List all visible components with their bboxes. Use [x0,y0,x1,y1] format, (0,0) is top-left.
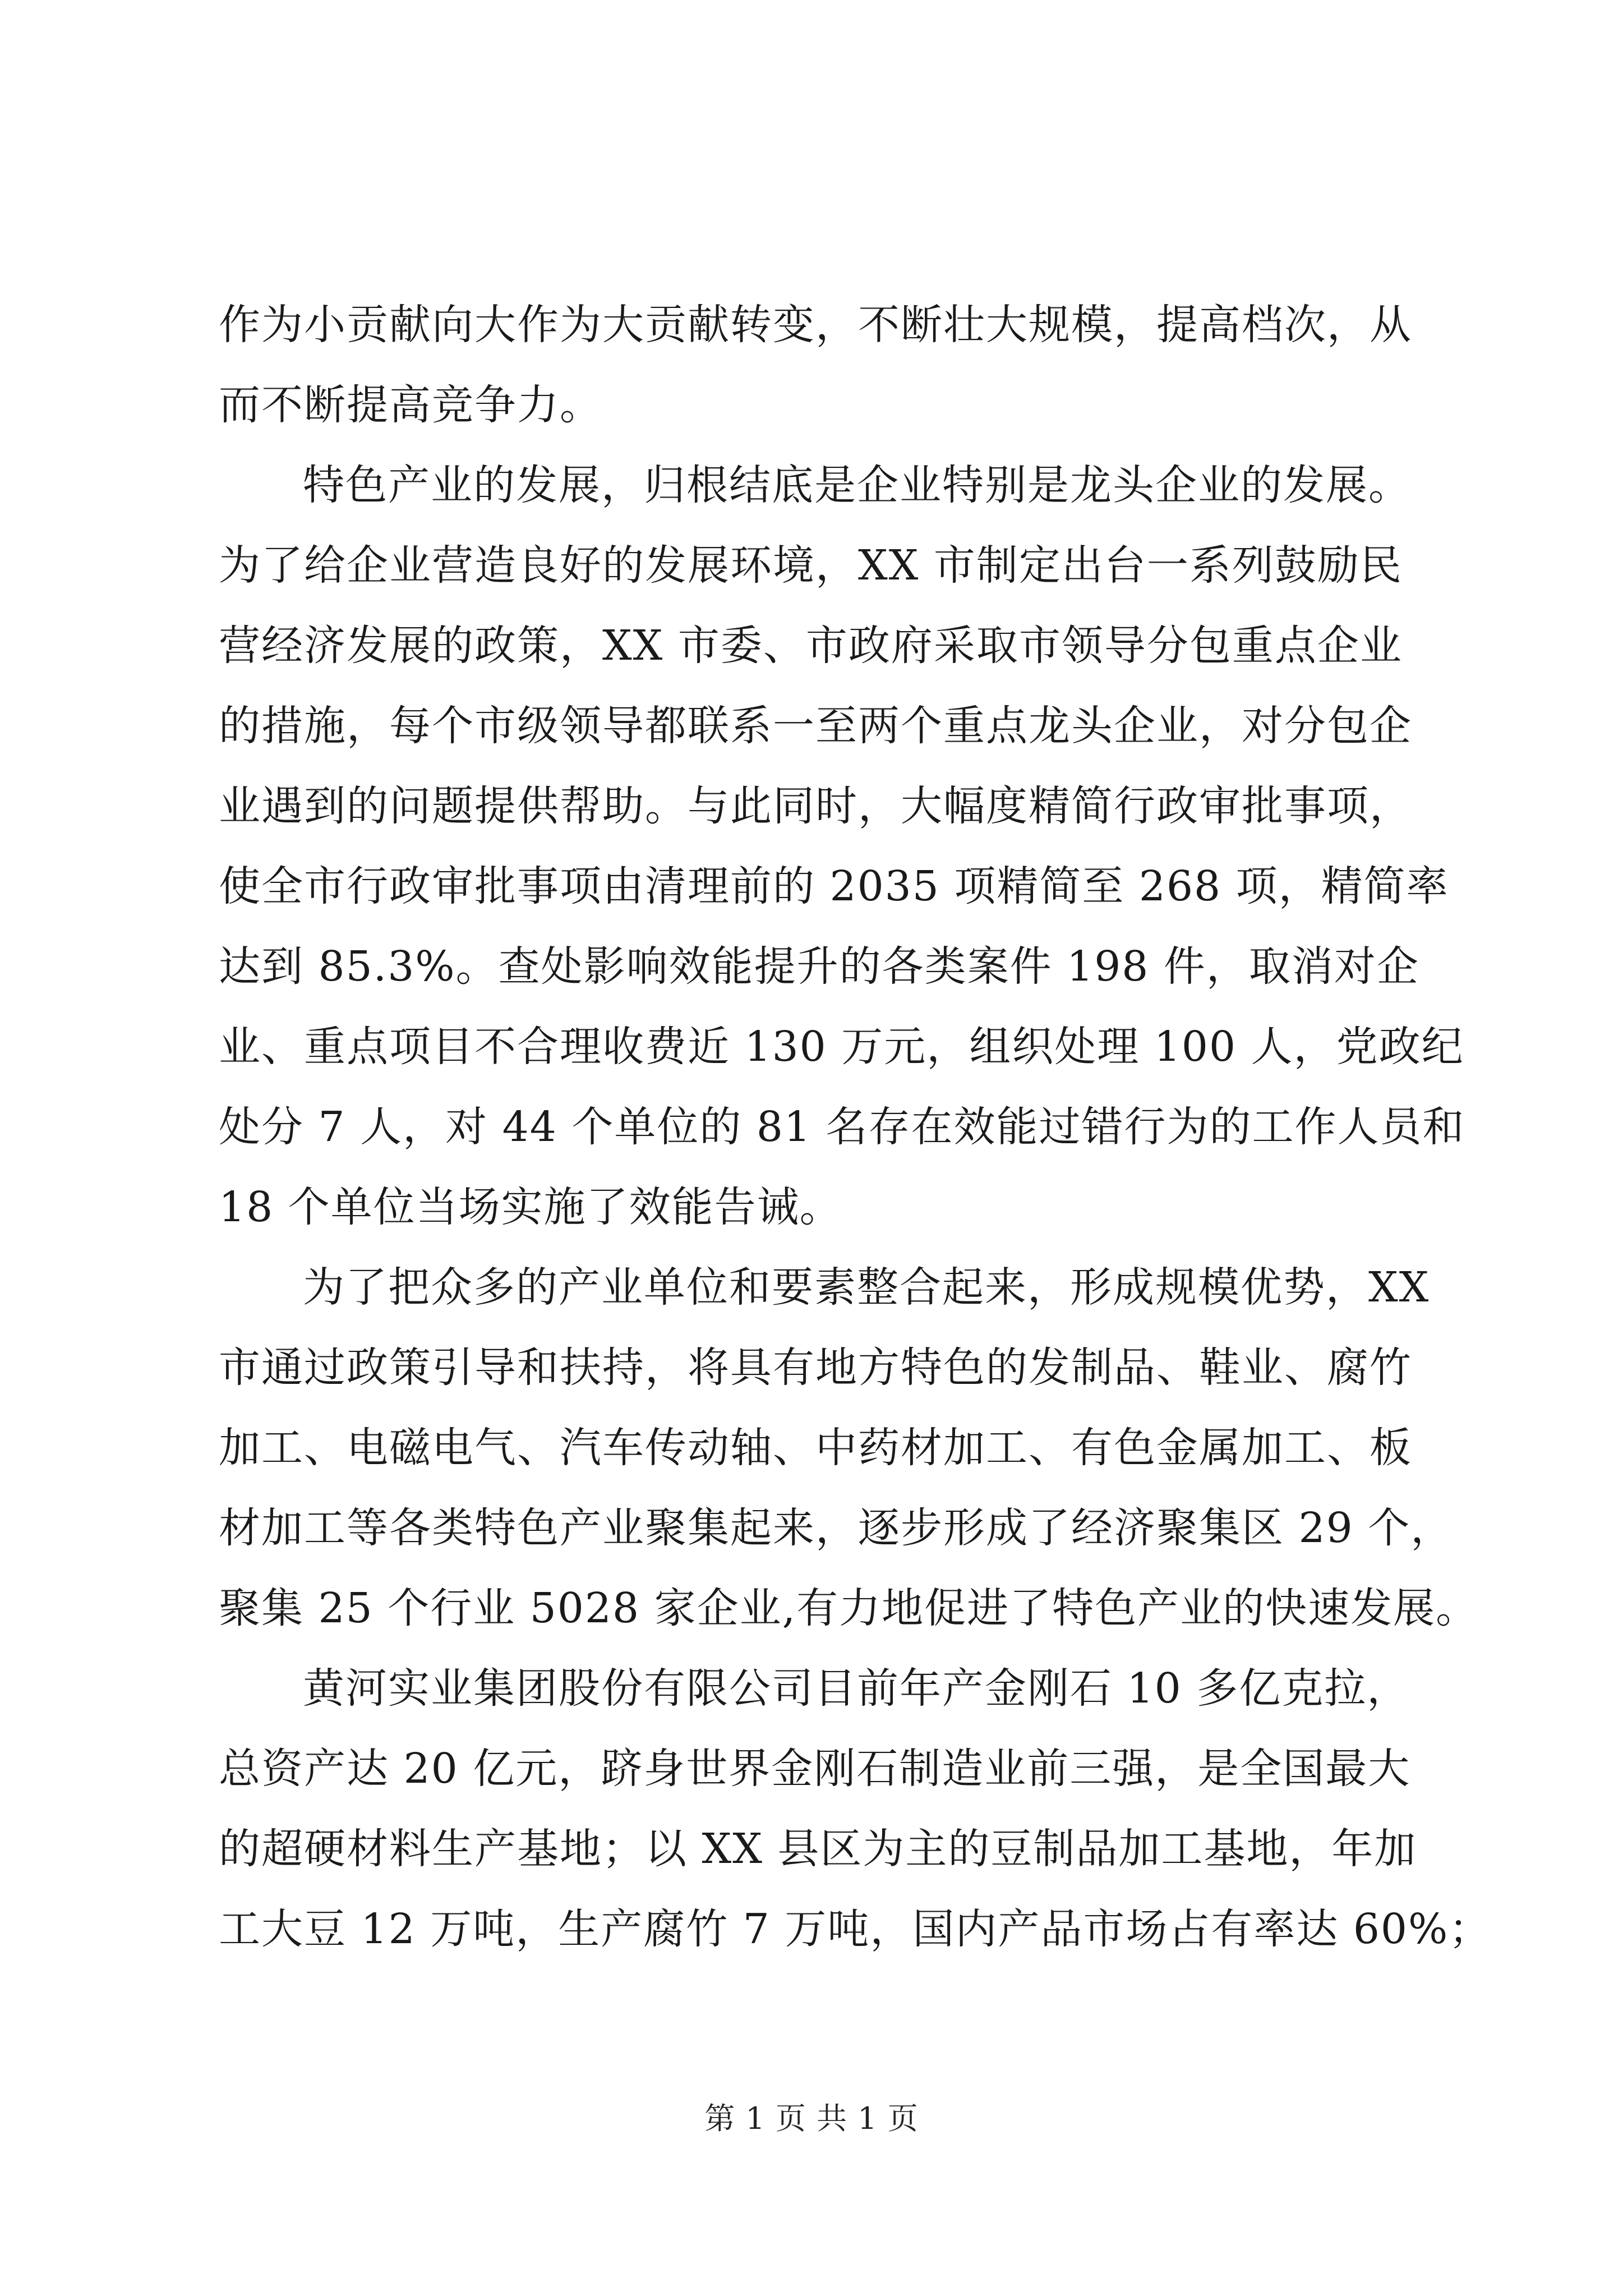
paragraph-start-line: 为了把众多的产业单位和要素整合起来，形成规模优势，XX [303,1263,1430,1312]
text-line: 的措施，每个市级领导都联系一至两个重点龙头企业，对分包企 [219,702,1412,750]
text-line: 营经济发展的政策，XX 市委、市政府采取市领导分包重点企业 [219,622,1403,670]
text-line: 市通过政策引导和扶持，将具有地方特色的发制品、鞋业、腐竹 [219,1343,1412,1392]
text-line: 18 个单位当场实施了效能告诫。 [219,1183,842,1231]
text-line: 为了给企业营造良好的发展环境，XX 市制定出台一系列鼓励民 [219,541,1403,590]
page-footer [0,2095,1623,2138]
text-line: 聚集 25 个行业 5028 家企业,有力地促进了特色产业的快速发展。 [219,1584,1479,1632]
text-line: 加工、电磁电气、汽车传动轴、中药材加工、有色金属加工、板 [219,1424,1412,1472]
text-line: 业、重点项目不合理收费近 130 万元，组织处理 100 人，党政纪 [219,1023,1464,1071]
paragraph-start-line: 特色产业的发展，归根结底是企业特别是龙头企业的发展。 [303,461,1411,509]
document-body [219,285,1492,1970]
text-line: 总资产达 20 亿元，跻身世界金刚石制造业前三强，是全国最大 [219,1745,1411,1793]
text-line: 工大豆 12 万吨，生产腐竹 7 万吨，国内产品市场占有率达 60%； [219,1905,1492,1953]
text-line: 的超硬材料生产基地；以 XX 县区为主的豆制品加工基地，年加 [219,1825,1417,1873]
text-line: 业遇到的问题提供帮助。与此同时，大幅度精简行政审批事项， [219,782,1412,830]
text-line: 而不断提高竞争力。 [219,381,602,429]
text-line: 达到 85.3%。查处影响效能提升的各类案件 198 件，取消对企 [219,942,1419,991]
paragraph-start-line: 黄河实业集团股份有限公司目前年产金刚石 10 多亿克拉， [303,1664,1410,1713]
text-line: 作为小贡献向大作为大贡献转变，不断壮大规模，提高档次，从 [219,301,1412,349]
text-line: 使全市行政审批事项由清理前的 2035 项精简至 268 项，精简率 [219,862,1449,910]
text-line: 处分 7 人，对 44 个单位的 81 名存在效能过错行为的工作人员和 [219,1103,1465,1151]
page-number-label: 第 1 页 共 1 页 [704,2101,919,2136]
text-line: 材加工等各类特色产业聚集起来，逐步形成了经济聚集区 29 个， [219,1504,1454,1552]
